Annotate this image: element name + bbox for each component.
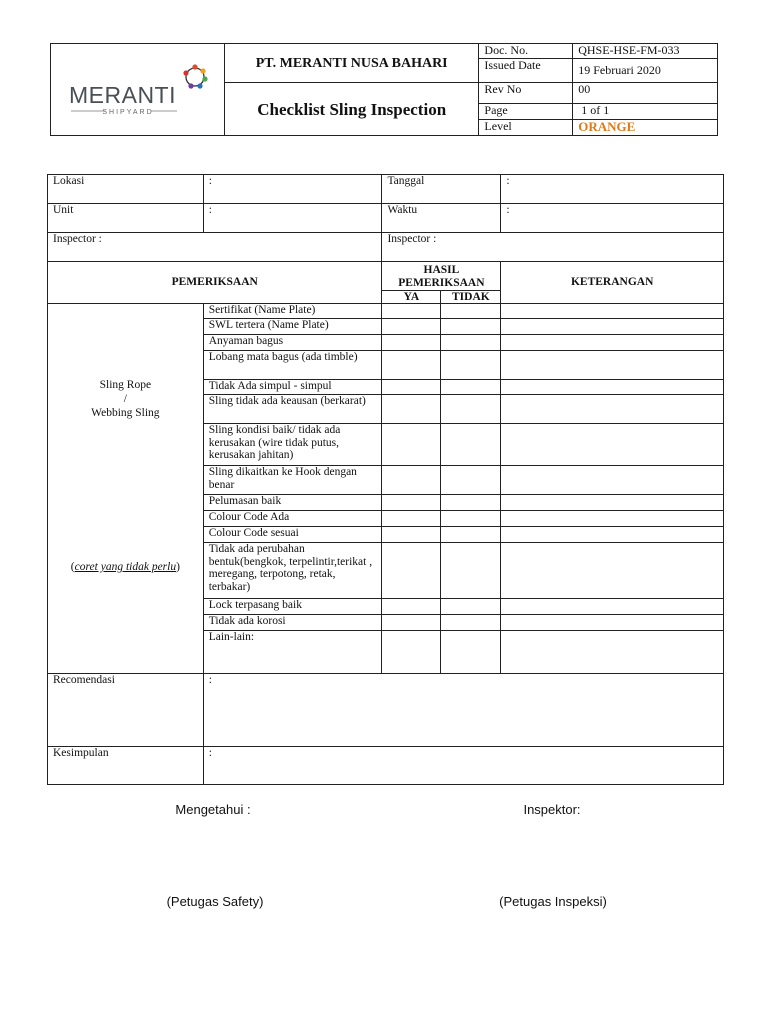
unit-field[interactable] bbox=[203, 204, 382, 233]
page-title: Checklist Sling Inspection bbox=[224, 83, 478, 136]
tidak-check-2[interactable] bbox=[441, 335, 501, 351]
recomendasi-field[interactable] bbox=[203, 674, 723, 747]
logo-subtitle: SHIPYARD bbox=[102, 109, 154, 116]
tidak-check-7[interactable] bbox=[441, 466, 501, 495]
sling-rope-label: Sling Rope bbox=[99, 379, 152, 391]
keterangan-8[interactable] bbox=[501, 495, 724, 511]
unit-colon: : bbox=[208, 204, 212, 216]
keterangan-12[interactable] bbox=[501, 599, 724, 615]
page-value: 1 of 1 bbox=[573, 104, 718, 120]
tidak-check-3[interactable] bbox=[441, 351, 501, 380]
ya-check-7[interactable] bbox=[382, 466, 441, 495]
lokasi-field[interactable] bbox=[203, 175, 382, 204]
tanggal-colon: : bbox=[506, 175, 510, 187]
strike-note bbox=[48, 561, 203, 574]
document-header bbox=[50, 43, 718, 136]
inspektor-label: Inspektor: bbox=[523, 802, 581, 817]
item-14[interactable]: Lain-lain: bbox=[203, 631, 382, 674]
strike-note-close: ) bbox=[176, 561, 180, 573]
ya-check-2[interactable] bbox=[382, 335, 441, 351]
keterangan-11[interactable] bbox=[501, 543, 724, 599]
tidak-check-1[interactable] bbox=[441, 319, 501, 335]
keterangan-4[interactable] bbox=[501, 380, 724, 395]
keterangan-10[interactable] bbox=[501, 527, 724, 543]
meranti-logo-icon bbox=[51, 44, 223, 132]
item-2: Anyaman bagus bbox=[203, 335, 382, 351]
recomendasi-colon: : bbox=[208, 674, 212, 686]
strike-note-text: coret yang tidak perlu bbox=[74, 561, 177, 573]
tidak-check-6[interactable] bbox=[441, 424, 501, 466]
doc-no-label: Doc. No. bbox=[479, 44, 573, 59]
ya-header: YA bbox=[382, 291, 441, 304]
sling-slash: / bbox=[123, 393, 127, 405]
ya-check-13[interactable] bbox=[382, 615, 441, 631]
ya-check-14[interactable] bbox=[382, 631, 441, 674]
tidak-check-11[interactable] bbox=[441, 543, 501, 599]
ya-check-9[interactable] bbox=[382, 511, 441, 527]
waktu-colon: : bbox=[506, 204, 510, 216]
lokasi-colon: : bbox=[208, 175, 212, 187]
tidak-check-14[interactable] bbox=[441, 631, 501, 674]
item-1: SWL tertera (Name Plate) bbox=[203, 319, 382, 335]
keterangan-14[interactable] bbox=[501, 631, 724, 674]
ya-check-4[interactable] bbox=[382, 380, 441, 395]
keterangan-6[interactable] bbox=[501, 424, 724, 466]
keterangan-7[interactable] bbox=[501, 466, 724, 495]
issued-date-label: Issued Date bbox=[479, 59, 573, 83]
doc-no-value: QHSE-HSE-FM-033 bbox=[573, 44, 718, 59]
level-value: ORANGE bbox=[573, 120, 718, 136]
item-8: Pelumasan baik bbox=[203, 495, 382, 511]
strike-note-open: ( bbox=[70, 561, 75, 573]
rev-no-label: Rev No bbox=[479, 83, 573, 104]
mengetahui-label: Mengetahui : bbox=[175, 802, 251, 817]
petugas-inspeksi-signature[interactable]: (Petugas Inspeksi) bbox=[499, 894, 607, 909]
ya-check-0[interactable] bbox=[382, 304, 441, 319]
tidak-check-10[interactable] bbox=[441, 527, 501, 543]
item-13: Tidak ada korosi bbox=[203, 615, 382, 631]
tidak-check-4[interactable] bbox=[441, 380, 501, 395]
item-7: Sling dikaitkan ke Hook dengan benar bbox=[203, 466, 382, 495]
recomendasi-label: Recomendasi bbox=[48, 674, 204, 747]
sling-type-label bbox=[48, 378, 203, 420]
webbing-sling-label: Webbing Sling bbox=[91, 407, 160, 419]
item-9: Colour Code Ada bbox=[203, 511, 382, 527]
tidak-check-8[interactable] bbox=[441, 495, 501, 511]
keterangan-13[interactable] bbox=[501, 615, 724, 631]
level-label: Level bbox=[479, 120, 573, 136]
company-logo bbox=[51, 44, 225, 136]
logo-wordmark: MERANTI bbox=[69, 82, 176, 108]
issued-date-value: 19 Februari 2020 bbox=[573, 59, 718, 83]
keterangan-3[interactable] bbox=[501, 351, 724, 380]
checklist-table bbox=[47, 174, 724, 785]
ya-check-12[interactable] bbox=[382, 599, 441, 615]
item-3: Lobang mata bagus (ada timble) bbox=[203, 351, 382, 380]
keterangan-header: KETERANGAN bbox=[501, 262, 724, 304]
tidak-check-13[interactable] bbox=[441, 615, 501, 631]
tidak-check-0[interactable] bbox=[441, 304, 501, 319]
tanggal-field[interactable] bbox=[501, 175, 724, 204]
rev-no-value: 00 bbox=[573, 83, 718, 104]
kesimpulan-field[interactable] bbox=[203, 747, 723, 785]
item-4: Tidak Ada simpul - simpul bbox=[203, 380, 382, 395]
sling-type-cell bbox=[48, 304, 204, 674]
keterangan-2[interactable] bbox=[501, 335, 724, 351]
ya-check-1[interactable] bbox=[382, 319, 441, 335]
ya-check-6[interactable] bbox=[382, 424, 441, 466]
tidak-check-5[interactable] bbox=[441, 395, 501, 424]
petugas-safety-signature[interactable]: (Petugas Safety) bbox=[166, 894, 264, 909]
unit-label: Unit bbox=[48, 204, 204, 233]
item-5: Sling tidak ada keausan (berkarat) bbox=[203, 395, 382, 424]
keterangan-0[interactable] bbox=[501, 304, 724, 319]
ya-check-8[interactable] bbox=[382, 495, 441, 511]
hasil-header: HASIL PEMERIKSAAN bbox=[382, 262, 501, 291]
kesimpulan-colon: : bbox=[208, 747, 212, 759]
inspector-right-field[interactable]: Inspector : bbox=[382, 233, 724, 262]
pemeriksaan-header: PEMERIKSAAN bbox=[48, 262, 382, 304]
tanggal-label: Tanggal bbox=[382, 175, 501, 204]
inspector-left-field[interactable]: Inspector : bbox=[48, 233, 382, 262]
lokasi-label: Lokasi bbox=[48, 175, 204, 204]
keterangan-1[interactable] bbox=[501, 319, 724, 335]
tidak-check-12[interactable] bbox=[441, 599, 501, 615]
tidak-header: TIDAK bbox=[441, 291, 501, 304]
kesimpulan-label: Kesimpulan bbox=[48, 747, 204, 785]
item-0: Sertifikat (Name Plate) bbox=[203, 304, 382, 319]
waktu-field[interactable] bbox=[501, 204, 724, 233]
item-11: Tidak ada perubahan bentuk(bengkok, terpelintir,terikat , meregang, terpotong, retak, terbakar) bbox=[203, 543, 382, 599]
company-name: PT. MERANTI NUSA BAHARI bbox=[224, 44, 478, 83]
keterangan-5[interactable] bbox=[501, 395, 724, 424]
item-10: Colour Code sesuai bbox=[203, 527, 382, 543]
page-label: Page bbox=[479, 104, 573, 120]
ya-check-3[interactable] bbox=[382, 351, 441, 380]
item-6: Sling kondisi baik/ tidak ada kerusakan (wire tidak putus, kerusakan jahitan) bbox=[203, 424, 382, 466]
ya-check-10[interactable] bbox=[382, 527, 441, 543]
keterangan-9[interactable] bbox=[501, 511, 724, 527]
tidak-check-9[interactable] bbox=[441, 511, 501, 527]
ya-check-11[interactable] bbox=[382, 543, 441, 599]
waktu-label: Waktu bbox=[382, 204, 501, 233]
item-12: Lock terpasang baik bbox=[203, 599, 382, 615]
ya-check-5[interactable] bbox=[382, 395, 441, 424]
